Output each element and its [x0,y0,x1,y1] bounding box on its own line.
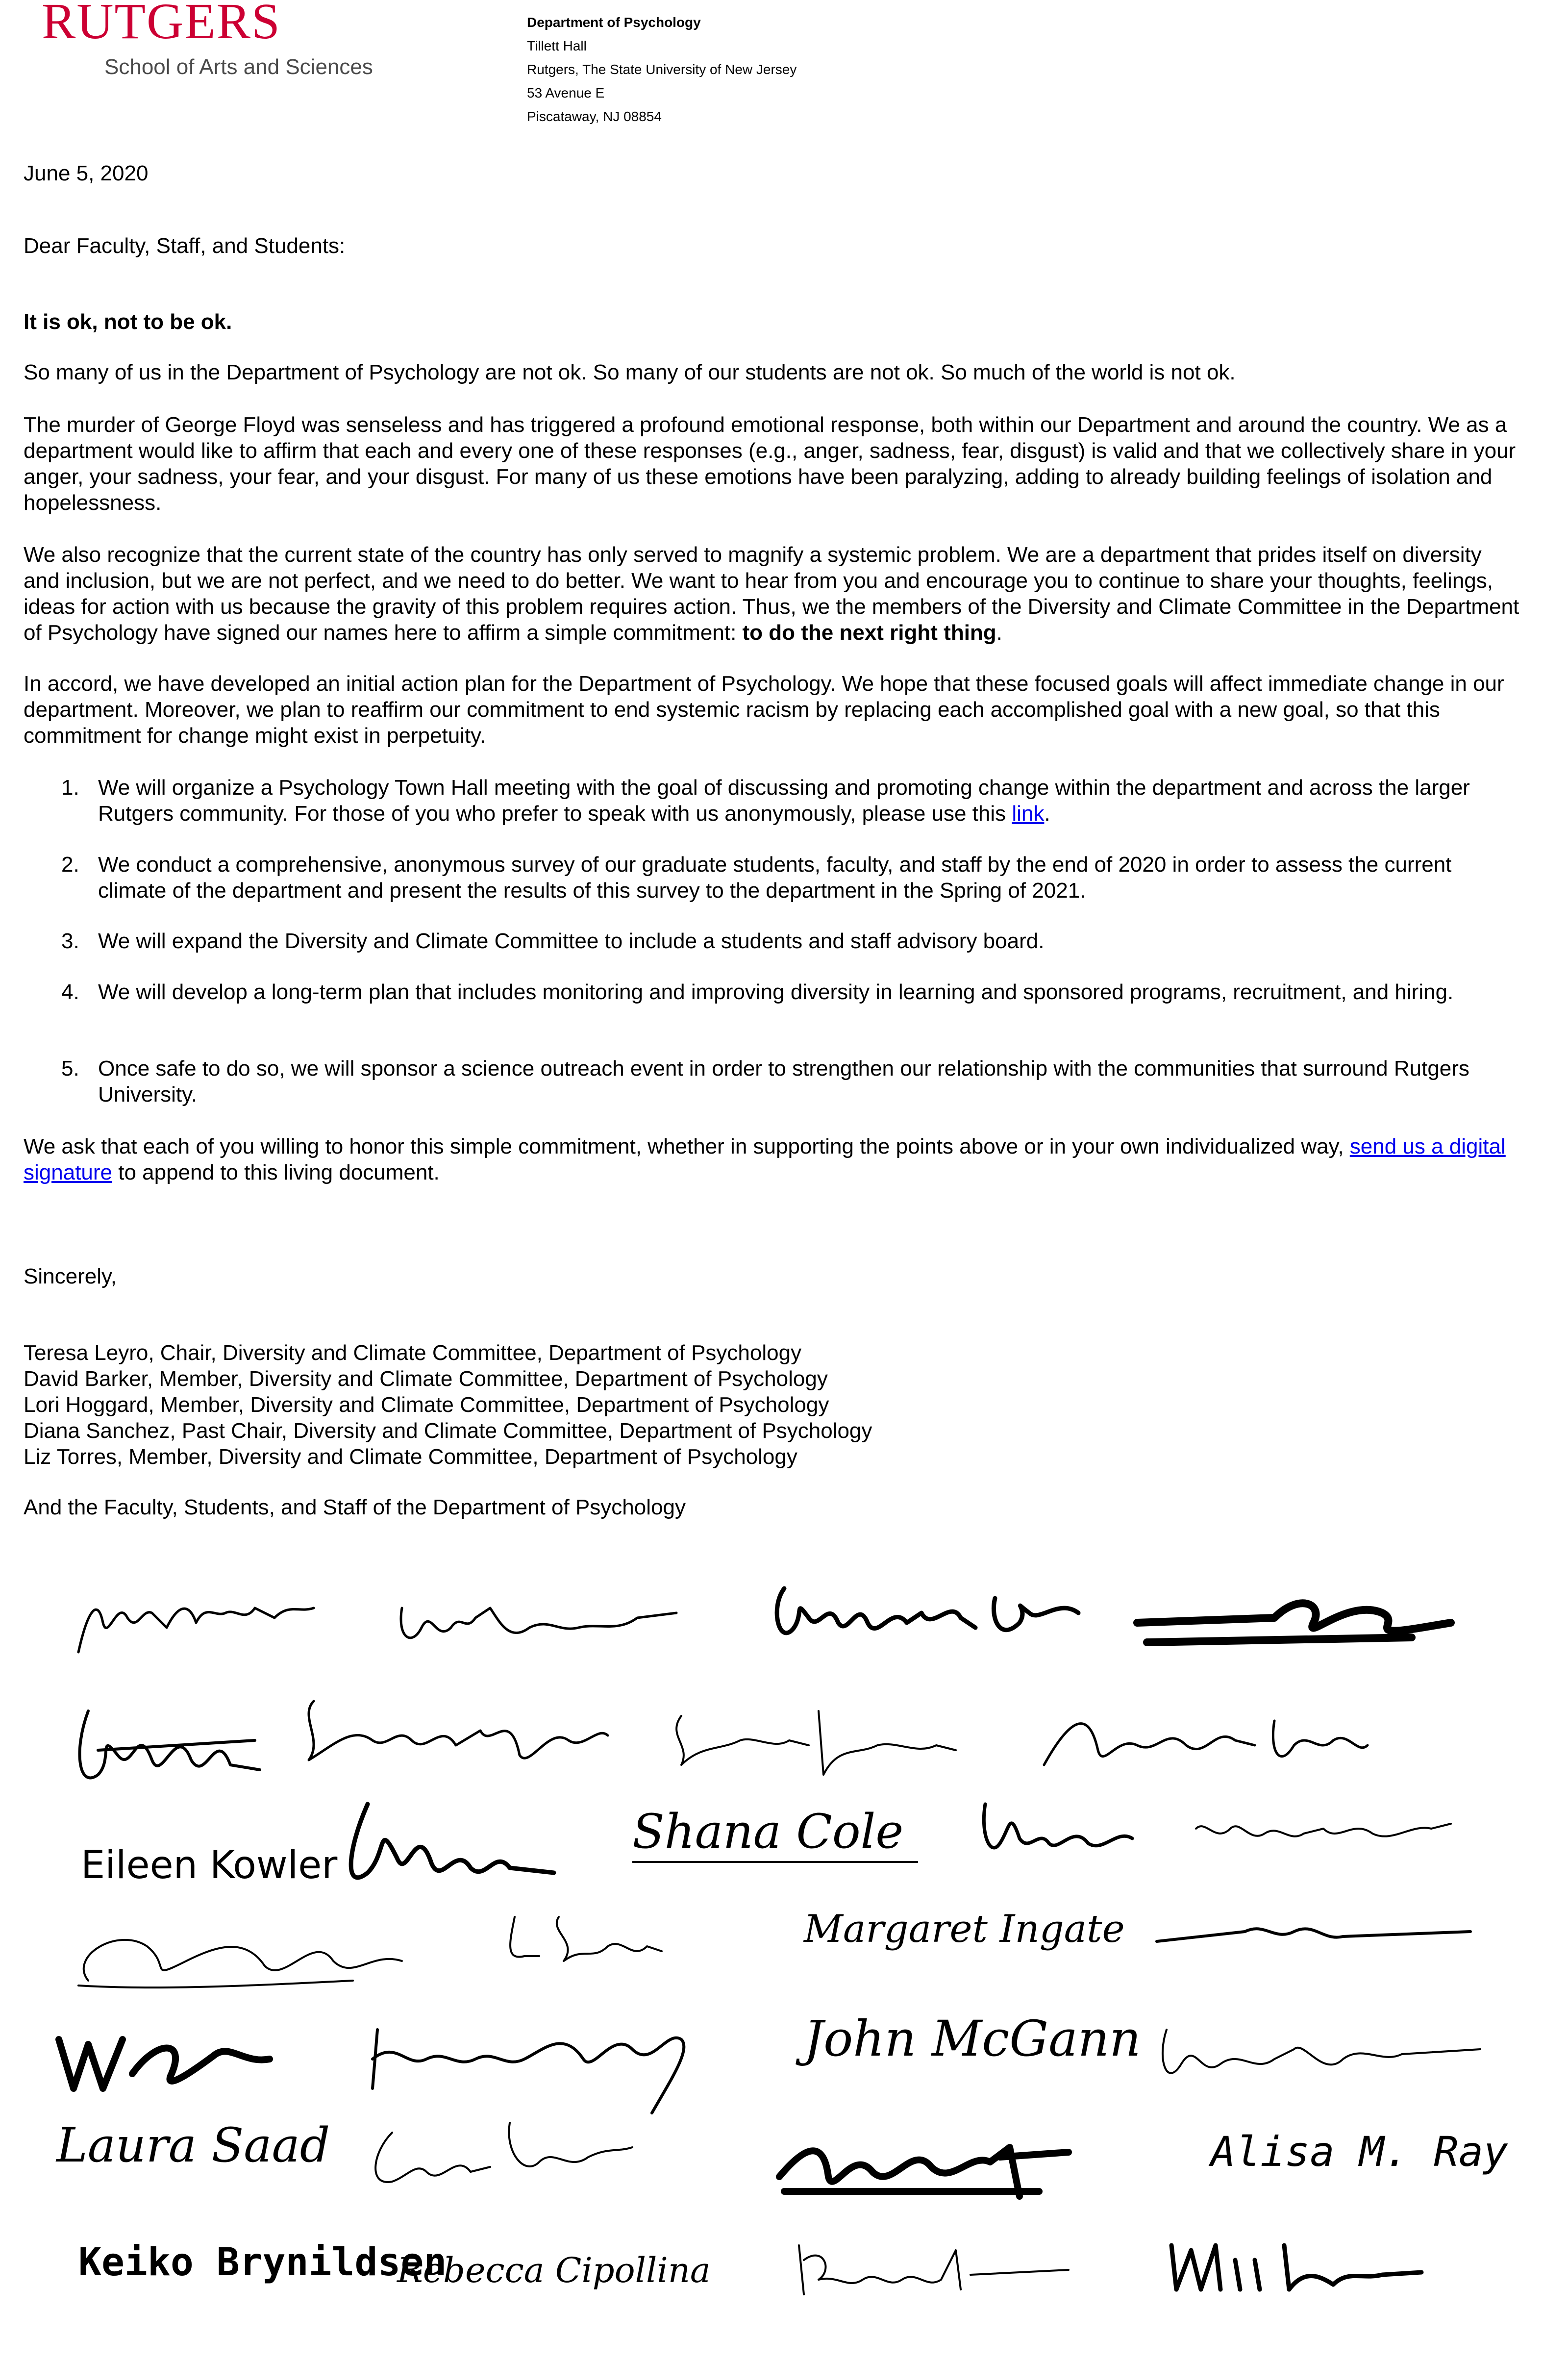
committee-member: Lori Hoggard, Member, Diversity and Climate Committee, Department of Psychology [24,1393,829,1417]
signature-image [59,1907,412,1995]
signature-image [765,1569,1088,1667]
signature-image [69,1579,333,1677]
item-number: 5. [61,1056,79,1081]
signature-image [39,2010,284,2108]
paragraph-1: So many of us in the Department of Psychology are not ok. So many of our students are not ok. So much of the world is not ok. [24,360,1236,384]
signature-printed-name: Keiko Brynіldsen [78,2240,447,2285]
committee-member: Teresa Leyro, Chair, Diversity and Climate Committee, Department of Psychology [24,1341,802,1365]
item-number: 1. [61,776,79,800]
address-line: Department of Psychology [527,15,701,30]
signature-image [1137,2010,1490,2098]
item-number: 4. [61,980,79,1004]
logo-wordmark: RUTGERS [42,0,281,50]
signoff: Sincerely, [24,1264,117,1288]
signature-image [975,1789,1142,1863]
closing-paragraph: We ask that each of you willing to honor this simple commitment, whether in supporting the points above or in your own individualized way, send us a digital signature to append to this living document. [24,1134,1506,1184]
paragraph-3 [24,542,1523,646]
signature-image [1147,1912,1480,1956]
item-text: Once safe to do so, we will sponsor a science outreach event in order to strengthen our relationship with the communities that surround Rutgers University. [98,1056,1469,1106]
item-number: 3. [61,929,79,953]
item-text: We will organize a Psychology Town Hall meeting with the goal of discussing and promoting change within the department and across the larger Rutgers community. For those of you who prefer to speak with us anonymously, please use this link. [98,776,1470,826]
signature-printed-name: Shana Cole [632,1804,918,1863]
paragraph-3-text: We also recognize that the current state of the country has only served to magnify a systemic problem. We are a department that prides itself on diversity and inclusion, but we are not perfect, and we need to do better. We want to hear from you and encourage you to continue to share your thoughts, feelings, ideas for action with us because the gravity of this problem requires action. Thus, we the members of the Diversity and Climate Committee in the Department of Psychology have signed our names here to affirm a simple commitment: [24,543,1519,645]
logo-subtitle: School of Arts and Sciences [104,55,373,79]
item-text: We will expand the Diversity and Climate Committee to include a students and staff advisory board. [98,929,1045,953]
signature-printed-name: John McGann [804,2010,1141,2067]
committee-member: Liz Torres, Member, Diversity and Climate Committee, Department of Psychology [24,1445,797,1469]
item-text: We conduct a comprehensive, anonymous survey of our graduate students, faculty, and staff by the end of 2020 in order to assess the current climate of the department and present the results of this survey to the department in the Spring of 2021. [98,853,1452,903]
letter-date: June 5, 2020 [24,161,149,185]
signature-image [662,1691,966,1780]
headline: It is ok, not to be ok. [24,310,232,334]
signature-image [392,1579,686,1677]
signature-printed-name: Margaret Ingate [804,1907,1125,1951]
digital-signature-link[interactable]: send us a digital signature [24,1134,1506,1184]
address-line: Piscataway, NJ 08854 [527,109,662,124]
address-line: 53 Avenue E [527,85,605,101]
anonymous-link[interactable]: link [1012,802,1045,826]
signature-image [765,2118,1078,2206]
signature-printed-name: Laura Saad [56,2118,330,2173]
signature-image [338,1789,564,1902]
department-address [527,11,796,128]
signature-image [1127,1584,1461,1662]
signature-image [1186,1799,1461,1863]
paragraph-3-end: . [996,621,1002,645]
action-item-4 [54,979,1500,1005]
address-line: Tillett Hall [527,38,587,53]
signature-image [294,1686,618,1775]
signature-printed-name: Alisa M. Ray [1211,2128,1508,2176]
committee-member: David Barker, Member, Diversity and Climate Committee, Department of Psychology [24,1367,828,1391]
item-number: 2. [61,853,79,877]
signature-image [69,1691,274,1799]
address-line: Rutgers, The State University of New Jersey [527,62,797,77]
committee-member: Diana Sanchez, Past Chair, Diversity and Climate Committee, Department of Psychology [24,1419,872,1443]
signature-image [495,1897,672,1981]
action-item-3 [54,928,1500,954]
signature-image [1157,2226,1431,2304]
signature-image [363,2103,637,2201]
item-text: We will develop a long-term plan that includes monitoring and improving diversity in learning and sponsored programs, recruitment, and hiring. [98,980,1454,1004]
signature-printed-name: Rebecca Cipollina [397,2250,711,2290]
signature-image [1029,1691,1372,1785]
action-item-2 [54,852,1500,904]
signature-image [784,2231,1078,2304]
paragraph-2: The murder of George Floyd was senseless and has triggered a profound emotional response, both within our Department and around the country. We as a department would like to affirm that each and every one of these responses (e.g., anger, sadness, fear, disgust) is valid and that we collectively share in your anger, your sadness, your fear, and your disgust. For many of us these emotions have been paralyzing, adding to already building feelings of isolation and hopelessness. [24,413,1516,515]
and-the-faculty: And the Faculty, Students, and Staff of the Department of Psychology [24,1495,686,1519]
paragraph-4: In accord, we have developed an initial action plan for the Department of Psychology. We hope that these focused goals will affect immediate change in our department. Moreover, we plan to reaffirm our commitment to end systemic racism by replacing each accomplished goal with a new goal, so that this commitment for change might exist in perpetuity. [24,672,1504,748]
committee-list [24,1340,1523,1470]
commitment-phrase: to do the next right thing [742,621,996,645]
signature-printed-name: Eileen Kowler [81,1843,338,1887]
action-item-1 [54,775,1500,827]
action-item-5 [54,1056,1500,1107]
salutation: Dear Faculty, Staff, and Students: [24,234,346,258]
